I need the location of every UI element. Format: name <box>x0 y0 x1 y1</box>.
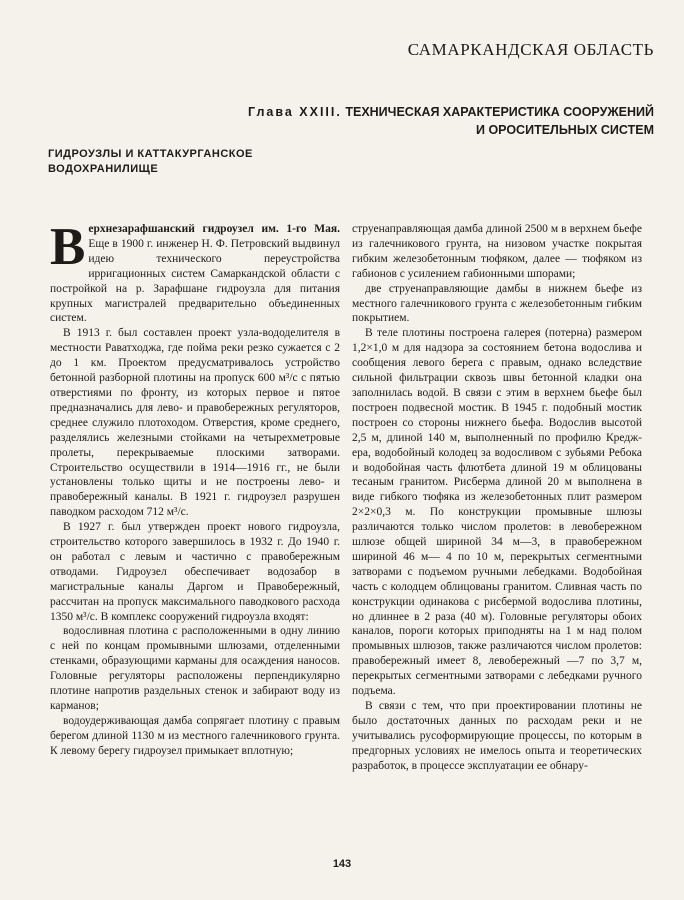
running-head: САМАРКАНДСКАЯ ОБЛАСТЬ <box>407 40 654 59</box>
chapter-title-line-1: ТЕХНИЧЕСКАЯ ХАРАКТЕРИСТИКА СООРУЖЕНИЙ <box>345 105 654 119</box>
section-title-line-1: ГИДРОУЗЛЫ И КАТТАКУРГАНСКОЕ <box>48 148 253 160</box>
paragraph: водоудерживающая дамба сопрягает плотину с правым берегом длиной 1130 м из местного галечникового грунта. К левому берегу гидроузел примыкает вплотную; <box>50 714 340 757</box>
chapter-heading-line-1 <box>248 103 654 121</box>
paragraph: струенаправляющая дамба длиной 2500 м в верхнем бьефе из галечникового грунта, на низовом участке покрытая гибким железобетонным тюфяком, далее — тюфяком из габионов с усилением габионными шпорами; <box>352 223 642 280</box>
drop-cap: В <box>50 218 86 276</box>
paragraph: В теле плотины построена галерея (потерна) размером 1,2×1,0 м для надзора за состоянием бетона водослива и сообщения левого берега с правым, однако вследствие сильной фильтрации сквозь швы бетонной кладки она заполнилась водой. В связи с этим в верхнем бьефе был построен подвесной мостик. В 1945 г. подобный мостик построен со стороны нижнего бьефа. Водослив высотой 2,5 м, длиной 140 м, выполненный по профилю Кредж-ера, водобойный колодец за водосливом с зубьями Ребока и водобойная часть флютбета длиной 19 м облицованы тесаным гранитом. Рисберма длиной 20 м выполнена в виде гибкого тюфяка из железобетонных плит размером 2×2×0,3 м. По конструкции промывные шлюзы различаются только числом пролетов: в левобережном шлюзе общей шириной 34 м—3, в правобережном шириной 46 м— 4 по 10 м, перекрытых сегментными затворами с подъемом ручными лебедками. Водобойная часть с колодцем облицованы гранитом. Сливная часть по конструкции одинакова с рисбермой водослива плотины, но длиннее в 2 раза (40 м). Головные регуляторы обоих каналов, пороги которых приподняты на 1 м над полом промывных шлюзов, также различаются числом пролетов: правобережный имеет 8, левобережный —7 по 3,7 м, перекрытых сегментными затворами с лебедками ручного подъема. <box>352 327 642 698</box>
paragraph: В 1913 г. был составлен проект узла-вододелителя в местности Раватходжа, где пойма реки резко сужается с 2 до 1 км. Проектом предусматривалось устройство бетонной разборной плотины на пропуск 600 м³/с с пятью отверстиями по фронту, из которых первое и пятое предназначались для лево- и правобережных регуляторов, среднее служило плотоходом. Отверстия, кроме среднего, разделялись железными стойками на четырехметровые пролеты, перекрываемые плоскими затворами. Строительство осуществили в 1914—1916 гг., не были установлены только щиты и не построены лево- и правобережный каналы. В 1921 г. гидроузел разрушен паводком расходом 712 м³/с. <box>50 327 340 519</box>
paragraph: В 1927 г. был утвержден проект нового гидроузла, строительство которого завершилось в 1932 г. До 1940 г. он работал с левым и частично с правобережным отводами. Гидроузел обеспечивает водозабор в магистральные каналы Даргом и Правобережный, рассчитан на пропуск максимального паводкового расхода 1350 м³/с. В комплекс сооружений гидроузла входят: <box>50 521 340 623</box>
section-title-line-2: ВОДОХРАНИЛИЩЕ <box>48 163 159 175</box>
left-column <box>50 218 340 759</box>
right-column <box>352 222 642 774</box>
paragraph: В связи с тем, что при проектировании плотины не было достаточных данных по расходам реки и не учитывались русоформирующие процессы, по которым в предгорных условиях не имелось опыта и теоретических разработок, в процессе эксплуатации ее обнару- <box>352 700 642 772</box>
lead-heading: ерхнезарафшанский гидроузел им. 1-го Мая. <box>88 223 340 235</box>
paragraph <box>50 218 340 326</box>
chapter-heading <box>248 103 654 139</box>
chapter-title-line-2: И ОРОСИТЕЛЬНЫХ СИСТЕМ <box>475 123 654 137</box>
page-number: 143 <box>332 858 352 870</box>
chapter-label: Глава XXIII. <box>247 105 342 119</box>
section-title <box>48 147 253 177</box>
paragraph: водосливная плотина с расположенными в одну линию с ней по концам промывными шлюзами, отделенными стенками, образующими карманы для осаждения наносов. Головные регуляторы расположены перпендикулярно плотине напротив раздельных стенок и забирают воду из карманов; <box>50 625 340 712</box>
paragraph-text: Еще в 1900 г. инженер Н. Ф. Петровский выдвинул идею технического переустройства ирригационных систем Самаркандской области с постройкой на р. Зарафшане гидроузла для питания крупных магистралей предварительно объединенных систем. <box>50 237 340 325</box>
paragraph: две струенаправляющие дамбы в нижнем бьефе из местного галечникового грунта с железобетонным гибким покрытием. <box>352 282 642 325</box>
